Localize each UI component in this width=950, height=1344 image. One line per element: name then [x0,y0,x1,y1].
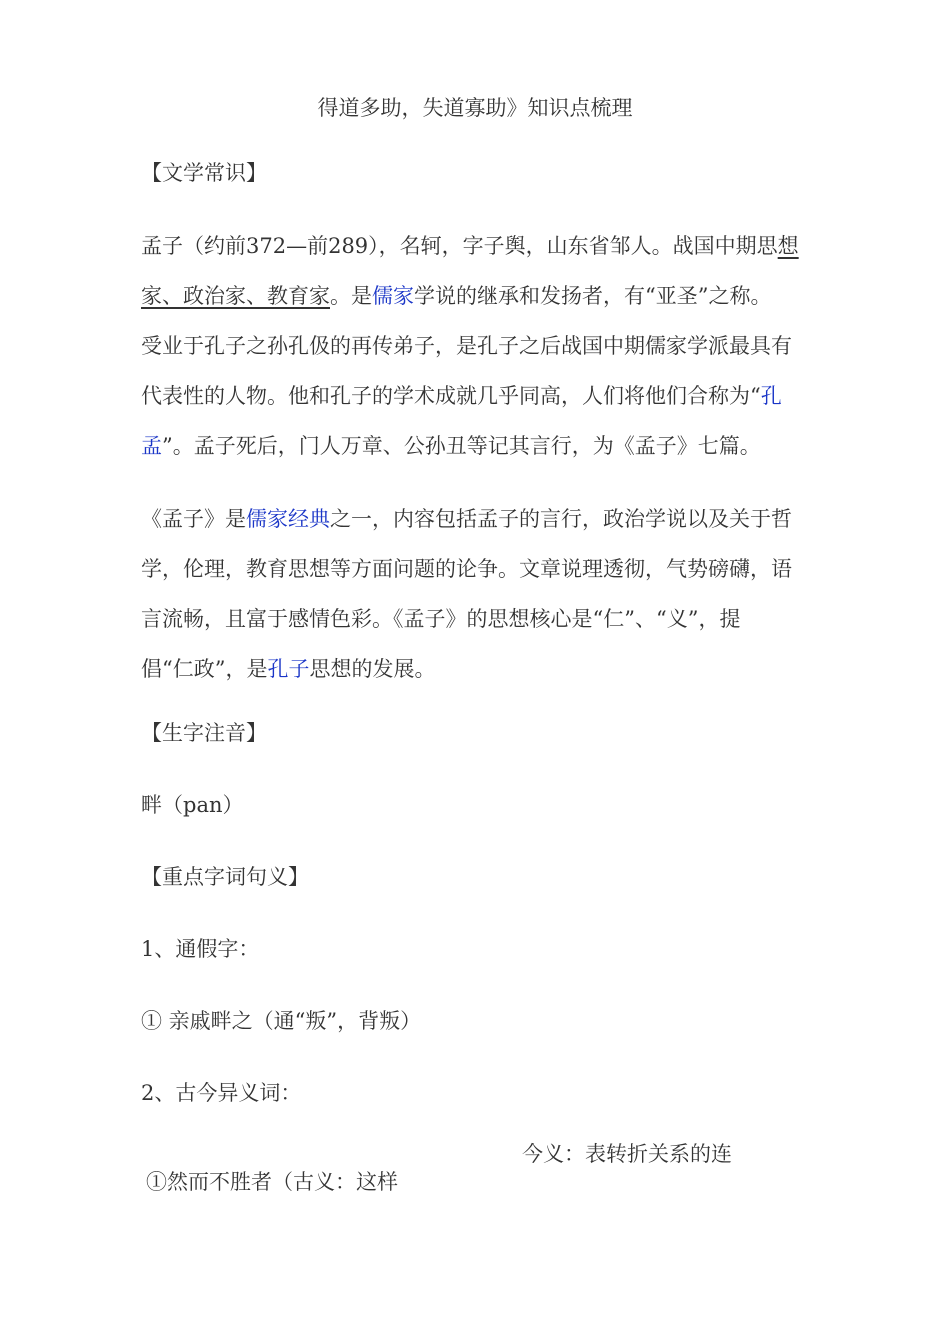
paragraph-line [141,421,811,471]
paragraph-line [141,644,811,694]
text-run: 之一，内容包括孟子的言行，政治学说以及关于哲 [330,507,792,531]
link-confucianism[interactable]: 儒家 [372,284,414,308]
example-cell: ①然而不胜者（古义：这样 [146,1170,398,1194]
link-kongmeng-part1[interactable]: 孔 [760,384,782,408]
paragraph-line [141,371,811,421]
pronunciation-item: 畔（pan） [141,793,244,817]
paragraph-line [141,271,811,321]
section-heading-keywords: 【重点字词句义】 [141,865,309,889]
paragraph-line [141,494,811,544]
text-run: 《孟子》是 [141,507,246,531]
tongjia-item: ① 亲戚畔之（通“叛”，背叛） [141,1009,422,1033]
text-run: 思想的发展。 [309,657,436,681]
paragraph-mencius-bio [141,221,811,471]
underlined-text: 家、政治家、教育家 [141,284,330,308]
subheading-guyin: 2、古今异义词： [141,1081,302,1105]
underlined-text: 想 [777,234,799,258]
paragraph-line: 学，伦理，教育思想等方面问题的论争。文章说理透彻，气势磅礴，语 [141,557,792,581]
paragraph-line: 言流畅，且富于感情色彩。《孟子》的思想核心是“仁”、“义”，提 [141,607,741,631]
text-run: ”。孟子死后，门人万章、公孙丑等记其言行，为《孟子》七篇。 [162,434,761,458]
text-run: 倡“仁政”，是 [141,657,268,681]
text-run: 孟子（约前372—前289），名轲，字子舆，山东省邹人。战国中期思 [141,234,778,258]
paragraph-line [141,221,811,271]
section-heading-literature: 【文学常识】 [141,161,267,185]
text-run: 代表性的人物。他和孔子的学术成就几乎同高，人们将他们合称为“ [141,384,761,408]
link-confucius[interactable]: 孔子 [267,657,310,681]
paragraph-line: 受业于孔子之孙孔伋的再传弟子，是孔子之后战国中期儒家学派最具有 [141,334,792,358]
subheading-tongjia: 1、通假字： [141,937,260,961]
text-run: 。是 [330,284,372,308]
paragraph-mencius-book [141,494,811,694]
truncated-table-row [0,1138,950,1194]
document-title: 得道多助，失道寡助》知识点梳理 [317,96,633,120]
link-confucian-classics[interactable]: 儒家经典 [246,507,330,531]
text-run: 学说的继承和发扬者，有“亚圣”之称。 [414,284,772,308]
section-heading-pronunciation: 【生字注音】 [141,721,267,745]
link-kongmeng-part2[interactable]: 孟 [141,434,162,458]
modern-meaning-cell: 今义：表转折关系的连 [522,1142,732,1166]
